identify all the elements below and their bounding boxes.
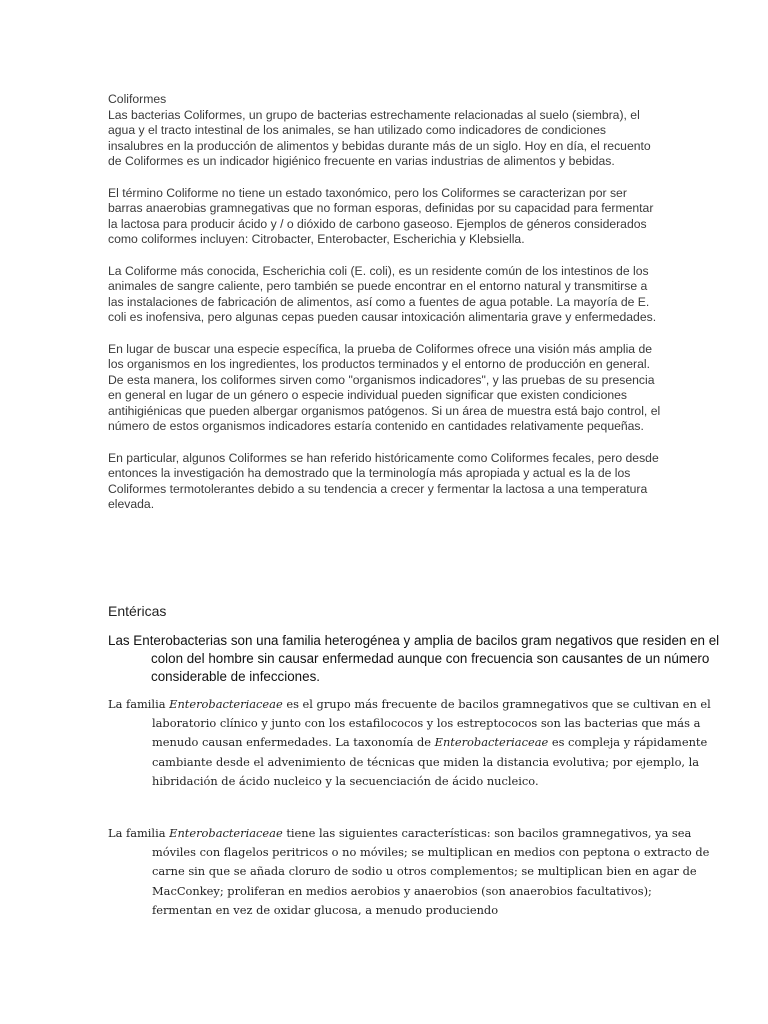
coliformes-paragraph-5: En particular, algunos Coliformes se han referido históricamente como Coliformes fecales, pero desde entonces la investigación ha demostrado que la terminología más apropiada y actual es la de los Coliformes termotolerantes debido a su tendencia a crecer y fermentar la lactosa a una temperatura elevada. — [108, 450, 659, 512]
coliformes-section — [108, 92, 664, 529]
enterobacteriaceae-paragraph-1 — [108, 695, 712, 791]
coliformes-paragraph-2: El término Coliforme no tiene un estado taxonómico, pero los Coliformes se caracterizan por ser barras anaerobias gramnegativas que no forman esporas, definidas por su capacidad para fermentar la lactosa para producir ácido y / o dióxido de carbono gaseoso. Ejemplos de géneros considerados como coliformes incluyen: Citrobacter, Enterobacter, Escherichia y Klebsiella. — [108, 185, 654, 247]
text-run: La familia — [108, 826, 170, 840]
text-run: es el grupo más frecuente de bacilos gramnegativos que se cultivan en el laboratorio clínico y junto con los estafilococos y los estreptococos son las bacterias que más a menudo causan enfermedades. La taxonomía de — [152, 697, 711, 750]
taxon-italic: Enterobacteriaceae — [169, 826, 283, 840]
text-run: La familia — [108, 697, 170, 711]
coliformes-paragraph-1: Las bacterias Coliformes, un grupo de bacterias estrechamente relacionadas al suelo (siembra), el agua y el tracto intestinal de los animales, se han utilizado como indicadores de condiciones insalubres en la producción de alimentos y bebidas durante más de un siglo. Hoy en día, el recuento de Coliformes es un indicador higiénico frecuente en varias industrias de alimentos y bebidas. — [108, 107, 651, 169]
enterobacteriaceae-paragraph-2 — [108, 824, 712, 920]
text-run: tiene las siguientes características: son bacilos gramnegativos, ya sea móviles con flagelos peritricos o no móviles; se multiplican en medios con peptona o extracto de carne sin que se añada cloruro de sodio u otros complementos; se multiplican bien en agar de MacConkey; proliferan en medios aerobios y anaerobios (son anaerobios facultativos); fermentan en vez de oxidar glucosa, a menudo produciendo — [152, 826, 710, 917]
section-heading-entericas: Entéricas — [108, 603, 167, 619]
coliformes-paragraph-3: La Coliforme más conocida, Escherichia coli (E. coli), es un residente común de los intestinos de los animales de sangre caliente, pero también se puede encontrar en el entorno natural y transmitirse a las instalaciones de fabricación de alimentos, así como a fuentes de agua potable. La mayoría de E. coli es inofensiva, pero algunas cepas pueden causar intoxicación alimentaria grave y enfermedades. — [108, 263, 657, 325]
section-title-coliformes: Coliformes — [108, 92, 167, 106]
text-run: es compleja y rápidamente cambiante desde el advenimiento de técnicas que miden la distancia evolutiva; por ejemplo, la hibridación de ácido nucleico y la secuenciación de ácido nucleico. — [152, 735, 708, 788]
coliformes-paragraph-4: En lugar de buscar una especie específica, la prueba de Coliformes ofrece una visión más amplia de los organismos en los ingredientes, los productos terminados y el entorno de producción en general. De esta manera, los coliformes sirven como "organismos indicadores", y las pruebas de su presencia en general en lugar de un género o especie individual pueden significar que existen condiciones antihigiénicas que pueden albergar organismos patógenos. Si un área de muestra está bajo control, el número de estos organismos indicadores estaría contenido en cantidades relativamente pequeñas. — [108, 341, 661, 434]
taxon-italic: Enterobacteriaceae — [434, 735, 549, 750]
taxon-italic: Enterobacteriaceae — [169, 697, 283, 711]
entericas-intro-paragraph: Las Enterobacterias son una familia heterogénea y amplia de bacilos gram negativos que residen en el colon del hombre sin causar enfermedad aunque con frecuencia son causantes de un número considerable de infecciones. — [108, 633, 720, 685]
